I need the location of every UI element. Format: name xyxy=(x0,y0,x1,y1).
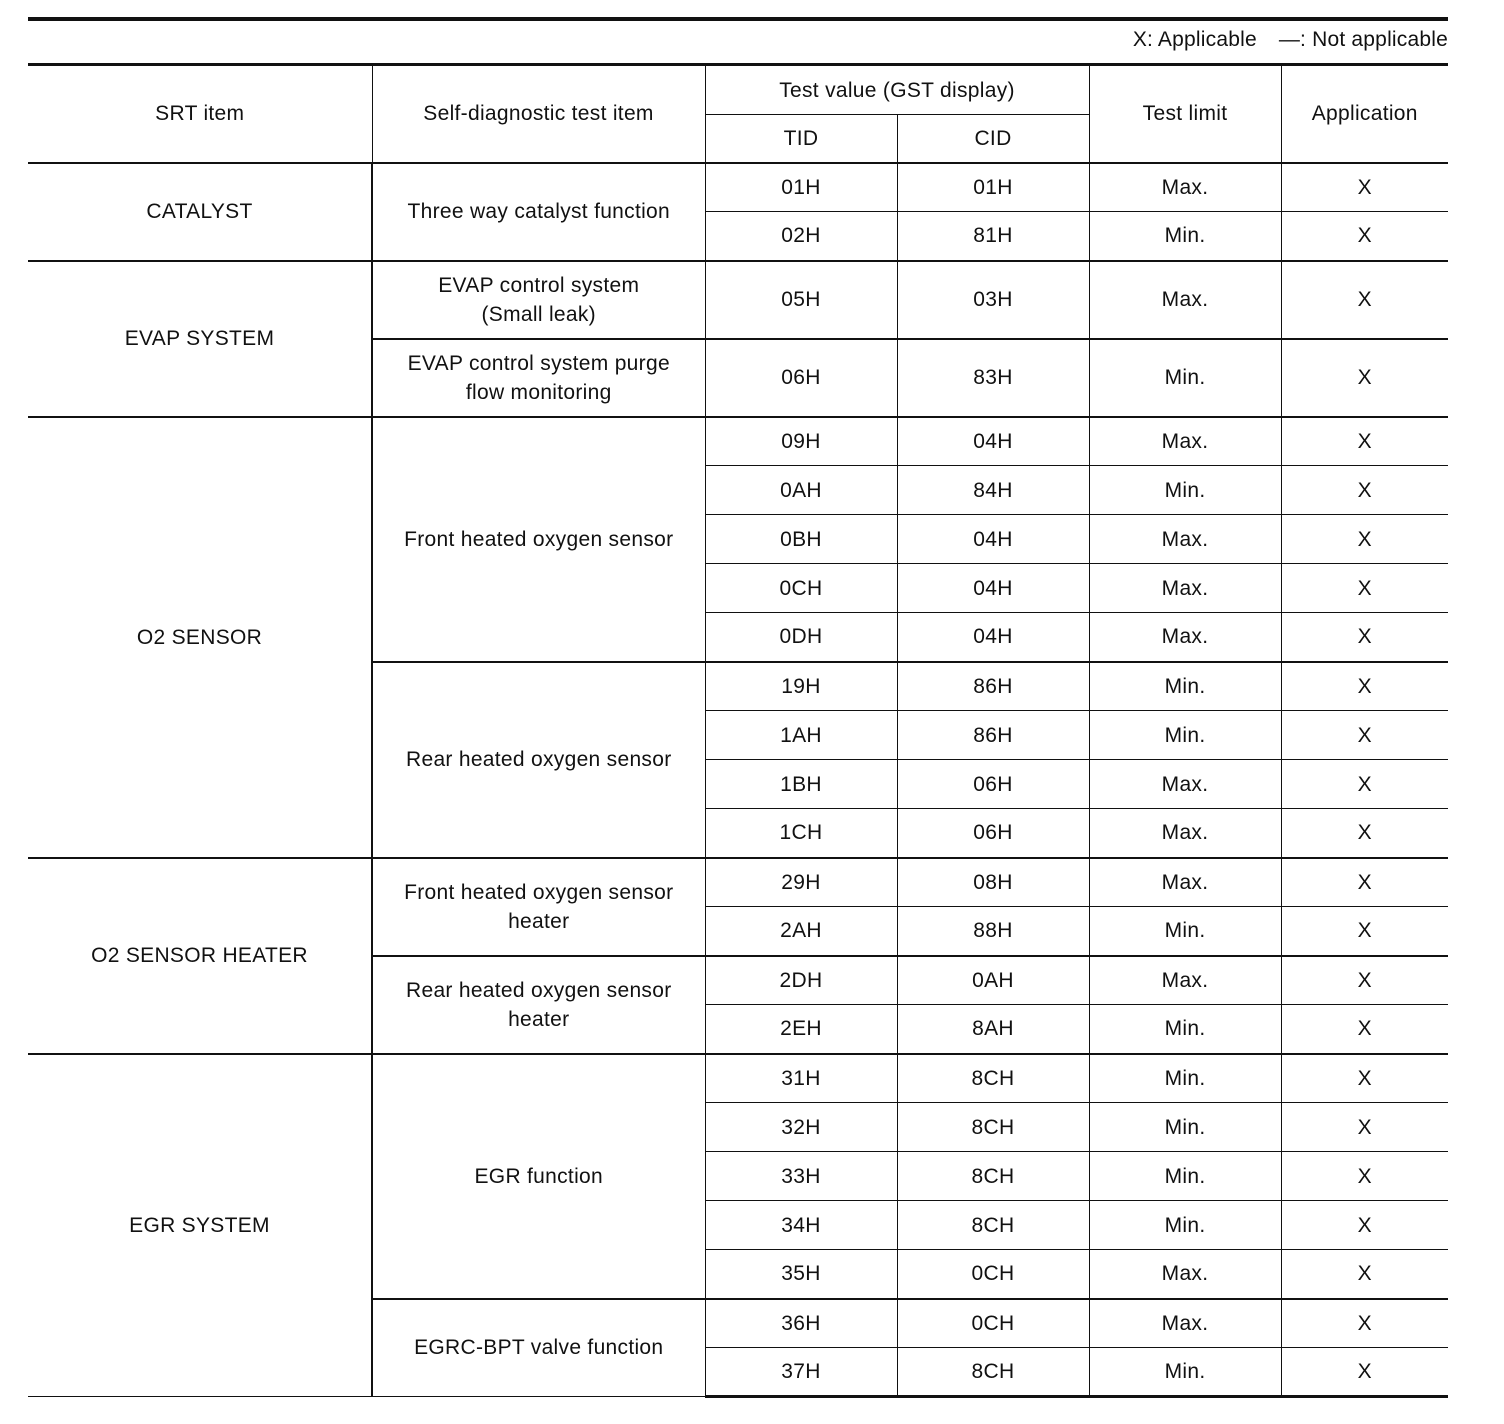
top-rule xyxy=(28,17,1448,21)
cid-cell: 81H xyxy=(897,212,1089,261)
test-item-name: Rear heated oxygen sensor xyxy=(406,978,672,1002)
tid-cell: 02H xyxy=(705,212,897,261)
test-item-name: EGRC-BPT valve function xyxy=(414,1336,664,1360)
tid-cell: 1AH xyxy=(705,711,897,760)
tid-cell: 0BH xyxy=(705,515,897,564)
test-item-cell xyxy=(372,662,705,858)
test-item-name: Front heated oxygen sensor xyxy=(404,527,674,551)
tid-cell: 29H xyxy=(705,858,897,907)
application-cell: X xyxy=(1281,1201,1448,1250)
test-item-name: Front heated oxygen sensor xyxy=(404,880,674,904)
test-item-cell xyxy=(372,956,705,1054)
tid-cell: 31H xyxy=(705,1054,897,1103)
application-cell: X xyxy=(1281,760,1448,809)
test-limit-cell: Max. xyxy=(1089,760,1281,809)
test-item-name: EGR function xyxy=(474,1164,603,1188)
tid-cell: 05H xyxy=(705,261,897,339)
cid-cell: 01H xyxy=(897,163,1089,212)
test-limit-cell: Min. xyxy=(1089,662,1281,711)
tid-cell: 0AH xyxy=(705,466,897,515)
cid-cell: 0CH xyxy=(897,1250,1089,1299)
table-row xyxy=(28,1054,1448,1103)
application-cell: X xyxy=(1281,711,1448,760)
header-test-limit: Test limit xyxy=(1089,65,1281,163)
cid-cell: 06H xyxy=(897,760,1089,809)
cid-cell: 8CH xyxy=(897,1152,1089,1201)
test-limit-cell: Max. xyxy=(1089,417,1281,466)
test-item-name-line2: (Small leak) xyxy=(481,302,596,326)
test-item-name-line2: heater xyxy=(508,909,570,933)
test-limit-cell: Min. xyxy=(1089,466,1281,515)
legend-not-applicable: —: Not applicable xyxy=(1278,28,1448,51)
cid-cell: 8CH xyxy=(897,1201,1089,1250)
cid-cell: 04H xyxy=(897,564,1089,613)
srt-item-cell: EVAP SYSTEM xyxy=(28,261,372,417)
test-item-name-line2: heater xyxy=(508,1007,570,1031)
header-application: Application xyxy=(1281,65,1448,163)
test-limit-cell: Min. xyxy=(1089,1201,1281,1250)
tid-cell: 19H xyxy=(705,662,897,711)
cid-cell: 8AH xyxy=(897,1005,1089,1054)
test-limit-cell: Min. xyxy=(1089,1005,1281,1054)
tid-cell: 2EH xyxy=(705,1005,897,1054)
cid-cell: 0AH xyxy=(897,956,1089,1005)
application-cell: X xyxy=(1281,261,1448,339)
table-row xyxy=(28,261,1448,339)
application-cell: X xyxy=(1281,1005,1448,1054)
application-cell: X xyxy=(1281,809,1448,858)
test-item-cell xyxy=(372,163,705,261)
application-cell: X xyxy=(1281,417,1448,466)
application-cell: X xyxy=(1281,1250,1448,1299)
tid-cell: 1BH xyxy=(705,760,897,809)
cid-cell: 83H xyxy=(897,339,1089,417)
test-limit-cell: Max. xyxy=(1089,515,1281,564)
test-limit-cell: Max. xyxy=(1089,809,1281,858)
header-srt-item: SRT item xyxy=(28,65,372,163)
tid-cell: 0CH xyxy=(705,564,897,613)
application-cell: X xyxy=(1281,1299,1448,1348)
application-cell: X xyxy=(1281,466,1448,515)
cid-cell: 03H xyxy=(897,261,1089,339)
cid-cell: 04H xyxy=(897,417,1089,466)
application-cell: X xyxy=(1281,613,1448,662)
test-limit-cell: Max. xyxy=(1089,163,1281,212)
cid-cell: 06H xyxy=(897,809,1089,858)
cid-cell: 04H xyxy=(897,515,1089,564)
test-limit-cell: Max. xyxy=(1089,956,1281,1005)
tid-cell: 34H xyxy=(705,1201,897,1250)
tid-cell: 33H xyxy=(705,1152,897,1201)
application-cell: X xyxy=(1281,515,1448,564)
test-item-name-line2: flow monitoring xyxy=(465,380,612,404)
table-row xyxy=(28,858,1448,907)
test-limit-cell: Min. xyxy=(1089,1152,1281,1201)
header-tid: TID xyxy=(705,115,897,163)
test-item-cell xyxy=(372,858,705,956)
test-limit-cell: Max. xyxy=(1089,858,1281,907)
test-limit-cell: Max. xyxy=(1089,613,1281,662)
cid-cell: 84H xyxy=(897,466,1089,515)
cid-cell: 04H xyxy=(897,613,1089,662)
test-limit-cell: Max. xyxy=(1089,564,1281,613)
test-limit-cell: Min. xyxy=(1089,1103,1281,1152)
application-cell: X xyxy=(1281,564,1448,613)
test-item-name: Rear heated oxygen sensor xyxy=(406,748,672,771)
table-row xyxy=(28,417,1448,466)
application-cell: X xyxy=(1281,1054,1448,1103)
cid-cell: 8CH xyxy=(897,1103,1089,1152)
application-cell: X xyxy=(1281,1103,1448,1152)
test-item-cell xyxy=(372,261,705,339)
header-cid: CID xyxy=(897,115,1089,163)
application-cell: X xyxy=(1281,1152,1448,1201)
srt-item-cell: O2 SENSOR HEATER xyxy=(28,858,372,1054)
table-body xyxy=(28,163,1448,1397)
test-limit-cell: Max. xyxy=(1089,261,1281,339)
tid-cell: 32H xyxy=(705,1103,897,1152)
tid-cell: 01H xyxy=(705,163,897,212)
application-cell: X xyxy=(1281,662,1448,711)
legend xyxy=(1133,28,1448,52)
tid-cell: 0DH xyxy=(705,613,897,662)
application-cell: X xyxy=(1281,956,1448,1005)
test-limit-cell: Max. xyxy=(1089,1250,1281,1299)
test-limit-cell: Min. xyxy=(1089,212,1281,261)
tid-cell: 36H xyxy=(705,1299,897,1348)
test-item-cell xyxy=(372,339,705,417)
test-limit-cell: Min. xyxy=(1089,907,1281,956)
test-item-name: Three way catalyst function xyxy=(407,200,671,223)
test-limit-cell: Min. xyxy=(1089,1348,1281,1397)
header-self-diagnostic-test-item: Self-diagnostic test item xyxy=(372,65,705,163)
tid-cell: 09H xyxy=(705,417,897,466)
tid-cell: 2DH xyxy=(705,956,897,1005)
application-cell: X xyxy=(1281,858,1448,907)
cid-cell: 8CH xyxy=(897,1348,1089,1397)
tid-cell: 35H xyxy=(705,1250,897,1299)
test-item-cell xyxy=(372,417,705,662)
application-cell: X xyxy=(1281,339,1448,417)
application-cell: X xyxy=(1281,163,1448,212)
legend-applicable: X: Applicable xyxy=(1132,28,1257,51)
tid-cell: 2AH xyxy=(705,907,897,956)
test-item-name: EVAP control system xyxy=(438,273,640,297)
srt-item-cell: O2 SENSOR xyxy=(28,417,372,858)
application-cell: X xyxy=(1281,907,1448,956)
srt-item-cell: EGR SYSTEM xyxy=(28,1054,372,1397)
test-item-cell xyxy=(372,1054,705,1299)
table-row xyxy=(28,163,1448,212)
test-item-name: EVAP control system purge xyxy=(407,351,670,375)
application-cell: X xyxy=(1281,1348,1448,1397)
test-limit-cell: Min. xyxy=(1089,711,1281,760)
cid-cell: 88H xyxy=(897,907,1089,956)
test-item-cell xyxy=(372,1299,705,1397)
srt-item-cell: CATALYST xyxy=(28,163,372,261)
header-test-value: Test value (GST display) xyxy=(705,65,1089,115)
test-limit-cell: Min. xyxy=(1089,1054,1281,1103)
test-limit-cell: Max. xyxy=(1089,1299,1281,1348)
srt-table xyxy=(28,63,1448,1398)
cid-cell: 08H xyxy=(897,858,1089,907)
tid-cell: 06H xyxy=(705,339,897,417)
cid-cell: 0CH xyxy=(897,1299,1089,1348)
test-limit-cell: Min. xyxy=(1089,339,1281,417)
tid-cell: 1CH xyxy=(705,809,897,858)
cid-cell: 86H xyxy=(897,662,1089,711)
application-cell: X xyxy=(1281,212,1448,261)
cid-cell: 86H xyxy=(897,711,1089,760)
cid-cell: 8CH xyxy=(897,1054,1089,1103)
tid-cell: 37H xyxy=(705,1348,897,1397)
